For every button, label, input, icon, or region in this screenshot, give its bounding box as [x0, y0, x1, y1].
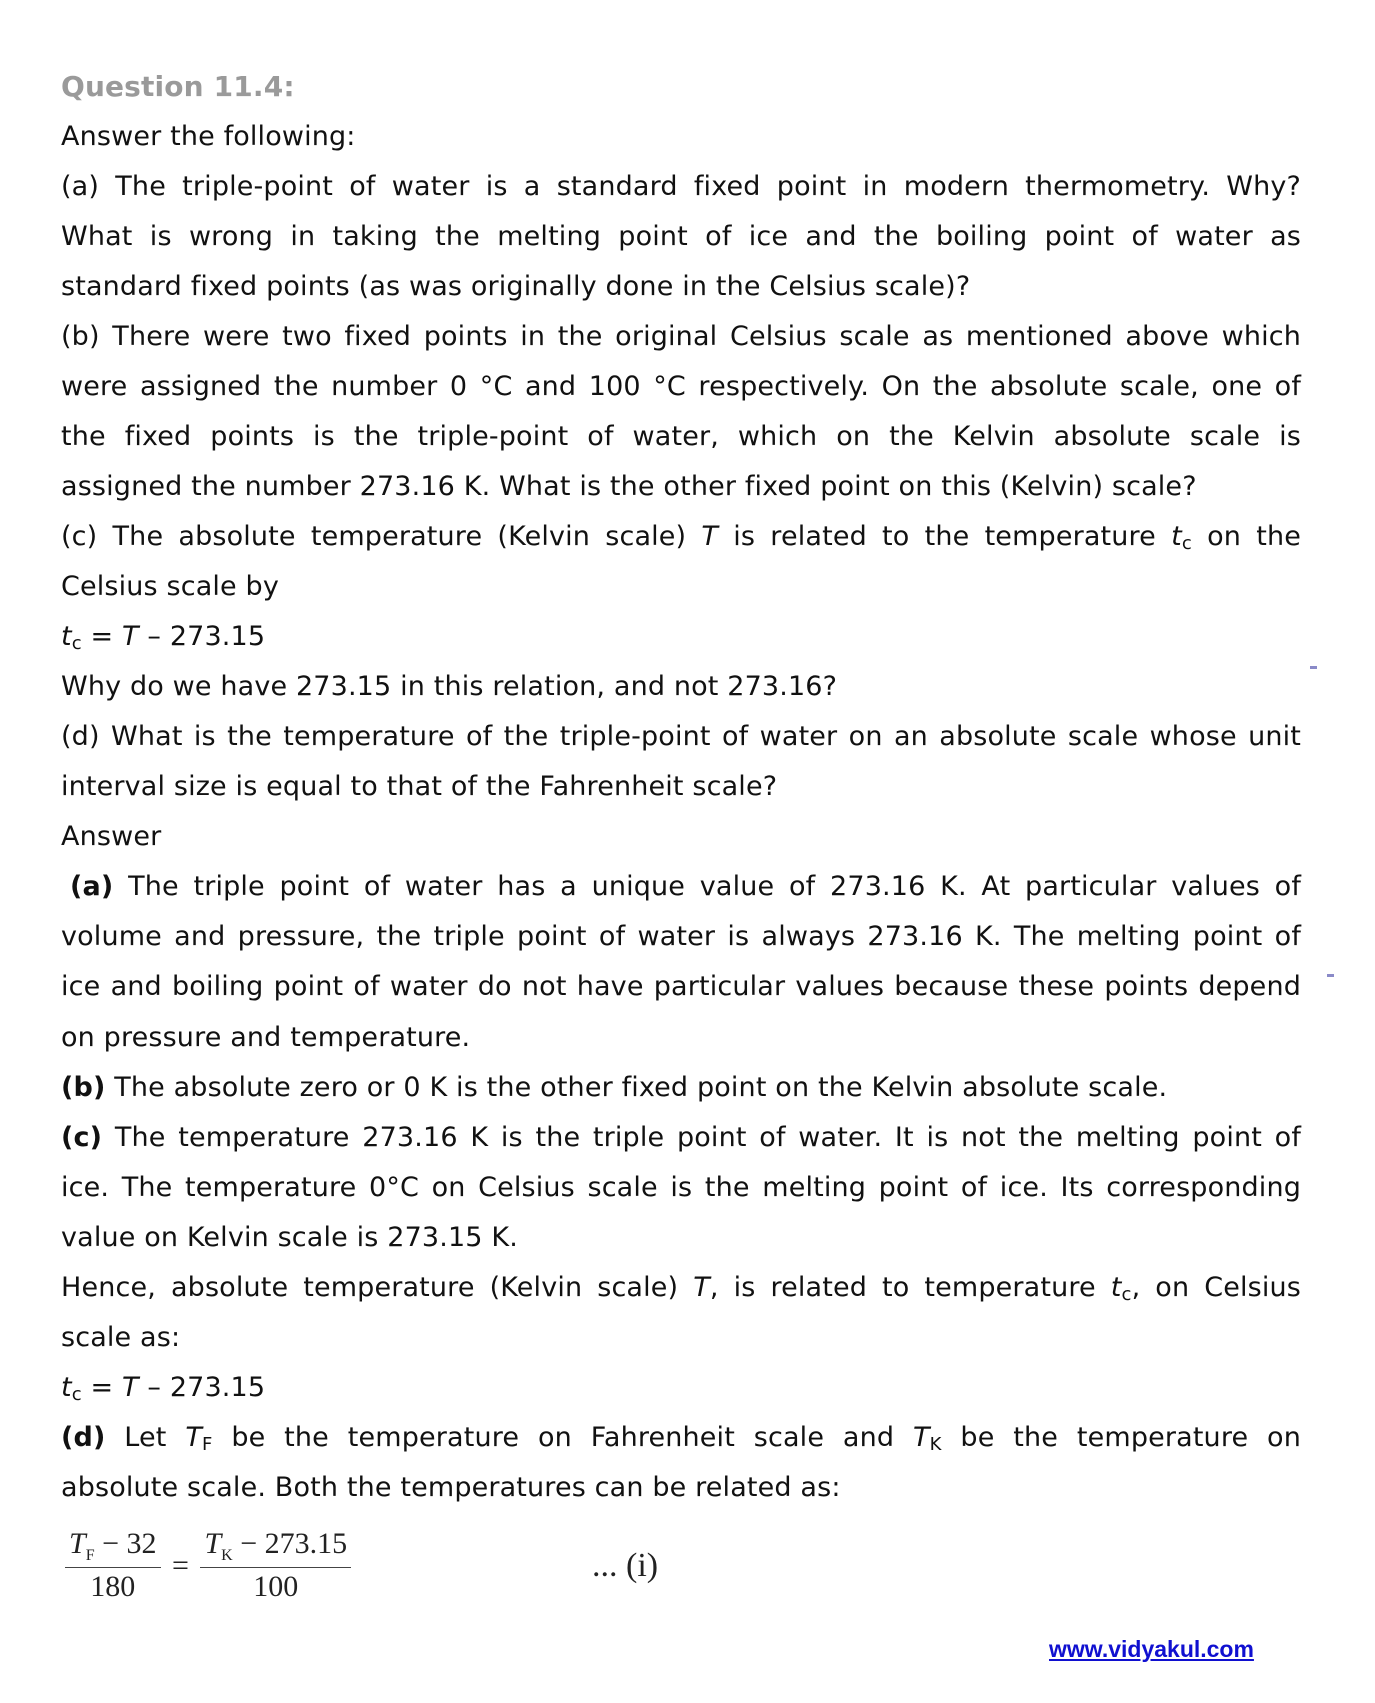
answer-c-equation [61, 1370, 1301, 1413]
question-d-line-2: interval size is equal to that of the Fahrenheit scale? [61, 771, 778, 802]
text: − 273.15 [232, 1527, 348, 1560]
text: , is related to temperature [709, 1272, 1111, 1303]
symbol-T: T [69, 1527, 86, 1560]
text: be the temperature on [941, 1422, 1301, 1453]
symbol-T-K: T [912, 1422, 930, 1453]
answer-b-line-1 [61, 1070, 1301, 1106]
symbol-T: T [122, 1372, 139, 1403]
question-b-line-1: (b) There were two fixed points in the original Celsius scale as mentioned above which [61, 321, 1301, 352]
lhs-denominator: 180 [90, 1570, 136, 1603]
symbol-t: t [61, 1372, 72, 1403]
symbol-T: T [204, 1527, 222, 1560]
question-b-line-2: were assigned the number 0 °C and 100 °C respectively. On the absolute scale, one of [61, 371, 1301, 402]
subscript-K: K [929, 1434, 942, 1455]
text: Hence, absolute temperature (Kelvin scale) [61, 1272, 694, 1303]
equals: = [81, 621, 123, 652]
subscript-c: c [71, 633, 82, 654]
question-b-line-3: the fixed points is the triple-point of water, which on the Kelvin absolute scale is [61, 421, 1301, 452]
lhs-fraction [65, 1527, 161, 1604]
text: , on Celsius [1131, 1272, 1301, 1303]
answer-d-line-1 [61, 1420, 1301, 1463]
question-c-line-3: Why do we have 273.15 in this relation, and not 273.16? [61, 671, 838, 702]
vidyakul-link[interactable]: www.vidyakul.com [1049, 1636, 1254, 1662]
text: on the [1191, 521, 1301, 552]
answer-c-line-3: value on Kelvin scale is 273.15 K. [61, 1222, 518, 1253]
answer-c-line-1 [61, 1120, 1301, 1156]
question-a-line-3: standard fixed points (as was originally done in the Celsius scale)? [61, 271, 971, 302]
question-c-line-1 [61, 519, 1301, 562]
answer-c-line-2: ice. The temperature 0°C on Celsius scale is the melting point of ice. Its corresponding [61, 1172, 1301, 1203]
question-title: Question 11.4: [61, 70, 295, 103]
text: – 273.15 [138, 621, 266, 652]
answer-c-line-5: scale as: [61, 1322, 181, 1353]
answer-a-line-4: on pressure and temperature. [61, 1022, 471, 1053]
symbol-t: t [1110, 1272, 1122, 1303]
subscript-c: c [1181, 533, 1192, 554]
question-intro: Answer the following: [61, 121, 356, 152]
text: be the temperature on Fahrenheit scale and [212, 1422, 913, 1453]
answer-a-line-3: ice and boiling point of water do not have particular values because these points depend [61, 971, 1301, 1002]
text: is related to the temperature [718, 521, 1172, 552]
subscript-c: c [71, 1384, 82, 1405]
symbol-t: t [1171, 521, 1182, 552]
answer-a-label: (a) [70, 871, 114, 902]
answer-d-label: (d) [61, 1422, 106, 1453]
question-a-line-1: (a) The triple-point of water is a standard fixed point in modern thermometry. Why? [61, 171, 1301, 202]
symbol-T: T [122, 621, 139, 652]
rhs-fraction [200, 1527, 351, 1604]
text: The absolute zero or 0 K is the other fixed point on the Kelvin absolute scale. [105, 1072, 1168, 1103]
subscript-F: F [85, 1547, 95, 1564]
text: – 273.15 [138, 1372, 266, 1403]
fahrenheit-kelvin-equation [65, 1527, 351, 1604]
answer-heading: Answer [61, 821, 162, 852]
text: Let [105, 1422, 186, 1453]
text: − 32 [94, 1527, 157, 1560]
subscript-K: K [221, 1547, 233, 1564]
question-c-equation [61, 619, 1301, 662]
text: The triple point of water has a unique value of 273.16 K. At particular values of [113, 871, 1301, 902]
question-a-line-2: What is wrong in taking the melting point of ice and the boiling point of water as [61, 221, 1301, 252]
rhs-numerator [200, 1527, 351, 1568]
answer-a-line-2: volume and pressure, the triple point of water is always 273.16 K. The melting point of [61, 921, 1301, 952]
margin-mark [1310, 666, 1317, 669]
answer-a-line-1 [70, 869, 1301, 905]
text: (c) The absolute temperature (Kelvin scale) [61, 521, 702, 552]
answer-c-line-4 [61, 1270, 1301, 1313]
symbol-T-F: T [185, 1422, 202, 1453]
subscript-c: c [1121, 1284, 1132, 1305]
text: The temperature 273.16 K is the triple point of water. It is not the melting point of [102, 1122, 1301, 1153]
equation-tag: ... (i) [592, 1547, 659, 1584]
lhs-numerator [65, 1527, 161, 1568]
symbol-T: T [693, 1272, 710, 1303]
rhs-denominator: 100 [253, 1570, 299, 1603]
question-c-line-2: Celsius scale by [61, 571, 279, 602]
equals: = [81, 1372, 123, 1403]
subscript-F: F [201, 1434, 213, 1455]
question-d-line-1: (d) What is the temperature of the triple-point of water on an absolute scale whose unit [61, 721, 1301, 752]
answer-d-line-2: absolute scale. Both the temperatures can be related as: [61, 1472, 841, 1503]
question-b-line-4: assigned the number 273.16 K. What is the other fixed point on this (Kelvin) scale? [61, 471, 1197, 502]
margin-mark [1327, 974, 1334, 977]
equals-sign: = [172, 1548, 189, 1582]
symbol-t: t [61, 621, 72, 652]
symbol-T: T [701, 521, 719, 552]
answer-c-label: (c) [61, 1122, 103, 1153]
answer-b-label: (b) [61, 1072, 106, 1103]
